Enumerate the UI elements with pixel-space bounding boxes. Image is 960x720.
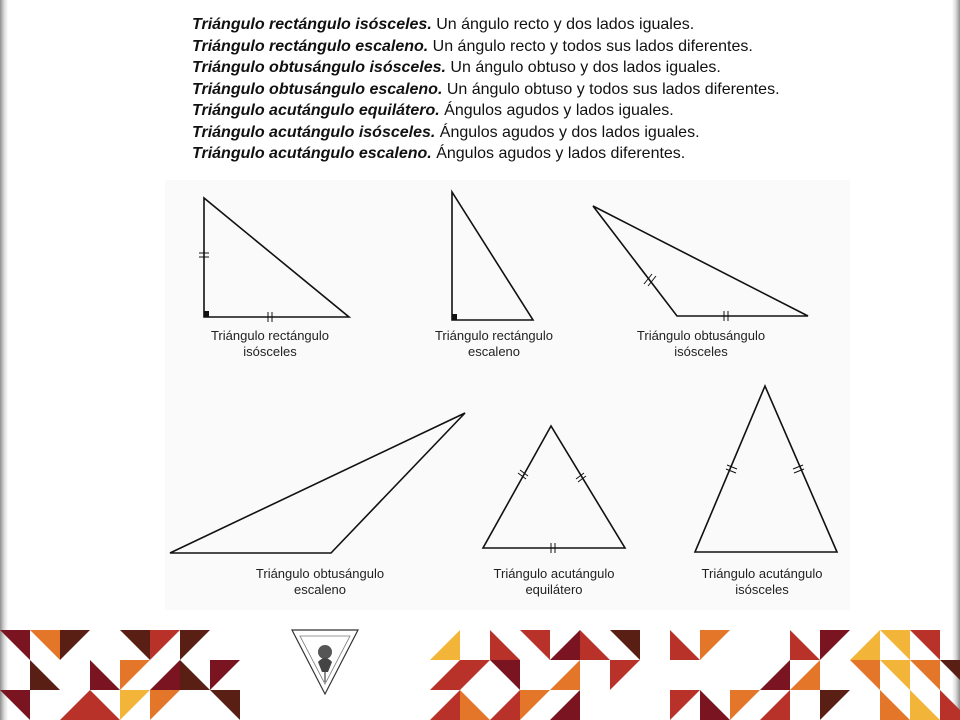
triangle-obtuse-isosceles bbox=[593, 206, 808, 316]
pattern-triangle bbox=[610, 660, 640, 690]
pattern-triangle bbox=[850, 630, 880, 660]
pattern-triangle bbox=[0, 630, 30, 660]
pattern-triangle bbox=[180, 630, 210, 660]
pattern-triangle bbox=[490, 660, 520, 690]
pattern-triangle bbox=[90, 660, 120, 690]
definition-line bbox=[192, 100, 912, 122]
pattern-triangle bbox=[820, 630, 850, 660]
definition-line bbox=[192, 14, 912, 36]
triangle-caption bbox=[220, 566, 420, 598]
triangle-figure bbox=[165, 180, 850, 610]
triangle-acute-isosceles bbox=[695, 386, 837, 552]
pattern-triangle bbox=[700, 690, 730, 720]
pattern-triangle bbox=[910, 660, 940, 690]
caption-line: isósceles bbox=[243, 344, 297, 359]
pattern-triangle bbox=[910, 630, 940, 660]
pattern-triangle bbox=[30, 630, 60, 660]
pattern-triangle bbox=[610, 630, 640, 660]
definition-term: Triángulo rectángulo escaleno. bbox=[192, 37, 429, 55]
pattern-triangle bbox=[120, 690, 150, 720]
triangle-right-scalene bbox=[452, 192, 533, 320]
pattern-triangle bbox=[760, 660, 790, 690]
pattern-triangle bbox=[180, 660, 210, 690]
definition-text: Un ángulo recto y dos lados iguales. bbox=[431, 16, 695, 33]
pattern-triangle bbox=[700, 630, 730, 660]
pattern-triangle bbox=[520, 690, 550, 720]
right-angle-marker bbox=[204, 311, 209, 317]
pattern-triangle bbox=[490, 690, 520, 720]
definition-text: Ángulos agudos y lados diferentes. bbox=[431, 145, 686, 162]
pattern-triangle bbox=[30, 660, 60, 690]
definition-term: Triángulo acutángulo equilátero. bbox=[192, 102, 440, 119]
left-edge-shadow bbox=[0, 0, 8, 720]
caption-line: Triángulo obtusángulo bbox=[255, 566, 385, 581]
geometric-pattern bbox=[0, 628, 960, 720]
equal-side-ticks bbox=[518, 470, 586, 553]
pattern-triangle bbox=[90, 690, 120, 720]
definition-term: Triángulo acutángulo escaleno. bbox=[192, 145, 432, 162]
pattern-triangle bbox=[820, 690, 850, 720]
pattern-triangle bbox=[150, 630, 180, 660]
caption-line: escaleno bbox=[293, 582, 347, 597]
institution-logo bbox=[292, 630, 358, 694]
pattern-triangle bbox=[60, 690, 90, 720]
caption-line: escaleno bbox=[467, 344, 521, 359]
definition-line bbox=[192, 57, 912, 79]
pattern-triangle bbox=[550, 660, 580, 690]
triangle-caption bbox=[394, 328, 594, 360]
caption-line: isósceles bbox=[735, 582, 789, 597]
definition-term: Triángulo acutángulo isósceles. bbox=[192, 123, 436, 141]
definition-term: Triángulo rectángulo isósceles. bbox=[192, 16, 432, 33]
definition-line bbox=[192, 79, 912, 101]
pattern-triangle bbox=[850, 660, 880, 690]
caption-line: isósceles bbox=[674, 344, 728, 359]
pattern-triangle bbox=[460, 690, 490, 720]
pattern-triangle bbox=[430, 690, 460, 720]
pattern-triangle bbox=[60, 630, 90, 660]
pattern-triangle bbox=[940, 690, 960, 720]
pattern-triangle bbox=[460, 660, 490, 690]
triangle-drawings bbox=[165, 180, 850, 610]
pattern-triangle bbox=[430, 660, 460, 690]
triangle-caption bbox=[454, 566, 654, 598]
caption-line: Triángulo acutángulo bbox=[701, 566, 823, 581]
pattern-triangle bbox=[150, 690, 180, 720]
caption-line: equilátero bbox=[525, 582, 583, 597]
pattern-triangle bbox=[490, 630, 520, 660]
caption-line: Triángulo acutángulo bbox=[493, 566, 615, 581]
pattern-triangle bbox=[120, 660, 150, 690]
right-angle-marker bbox=[452, 314, 457, 320]
caption-line: Triángulo obtusángulo bbox=[636, 328, 766, 343]
definition-text: Un ángulo recto y todos sus lados diferentes. bbox=[428, 37, 753, 55]
definition-line bbox=[192, 143, 912, 165]
triangle-right-isosceles bbox=[204, 198, 349, 317]
triangle-caption bbox=[170, 328, 370, 360]
pattern-triangle bbox=[760, 690, 790, 720]
equal-side-ticks bbox=[644, 274, 728, 321]
caption-line: Triángulo rectángulo bbox=[434, 328, 554, 343]
definition-text: Un ángulo obtuso y dos lados iguales. bbox=[445, 59, 721, 76]
pattern-triangle bbox=[430, 630, 460, 660]
pattern-triangle bbox=[880, 660, 910, 690]
definition-term: Triángulo obtusángulo escaleno. bbox=[192, 80, 443, 98]
decorative-footer bbox=[0, 628, 960, 720]
pattern-triangle bbox=[520, 630, 550, 660]
triangle-caption bbox=[601, 328, 801, 360]
triangle-equilateral bbox=[483, 426, 625, 548]
pattern-triangle bbox=[670, 690, 700, 720]
pattern-triangle bbox=[210, 690, 240, 720]
pattern-shapes bbox=[0, 630, 960, 720]
equal-side-ticks bbox=[199, 253, 272, 322]
definition-term: Triángulo obtusángulo isósceles. bbox=[192, 59, 446, 76]
pattern-triangle bbox=[880, 630, 910, 660]
pattern-triangle bbox=[550, 690, 580, 720]
pattern-triangle bbox=[210, 660, 240, 690]
pattern-triangle bbox=[120, 630, 150, 660]
definition-text: Ángulos agudos y lados iguales. bbox=[439, 102, 674, 119]
pattern-triangle bbox=[910, 690, 940, 720]
right-edge-shadow bbox=[952, 0, 960, 720]
pattern-triangle bbox=[580, 630, 610, 660]
pattern-triangle bbox=[730, 690, 760, 720]
pattern-triangle bbox=[0, 690, 30, 720]
pattern-triangle bbox=[790, 660, 820, 690]
pattern-triangle bbox=[550, 630, 580, 660]
triangle-obtuse-scalene bbox=[170, 413, 465, 553]
caption-line: Triángulo rectángulo bbox=[210, 328, 330, 343]
pattern-triangle bbox=[880, 690, 910, 720]
pattern-triangle bbox=[670, 630, 700, 660]
equal-side-ticks bbox=[726, 465, 804, 473]
definition-text: Ángulos agudos y dos lados iguales. bbox=[435, 123, 700, 141]
pattern-triangle bbox=[790, 630, 820, 660]
pattern-triangle bbox=[940, 660, 960, 690]
triangle-caption bbox=[662, 566, 862, 598]
pattern-triangle bbox=[150, 660, 180, 690]
definition-line bbox=[192, 36, 912, 58]
definition-line bbox=[192, 122, 912, 144]
definitions-list bbox=[192, 14, 912, 165]
definition-text: Un ángulo obtuso y todos sus lados diferentes. bbox=[442, 80, 780, 98]
